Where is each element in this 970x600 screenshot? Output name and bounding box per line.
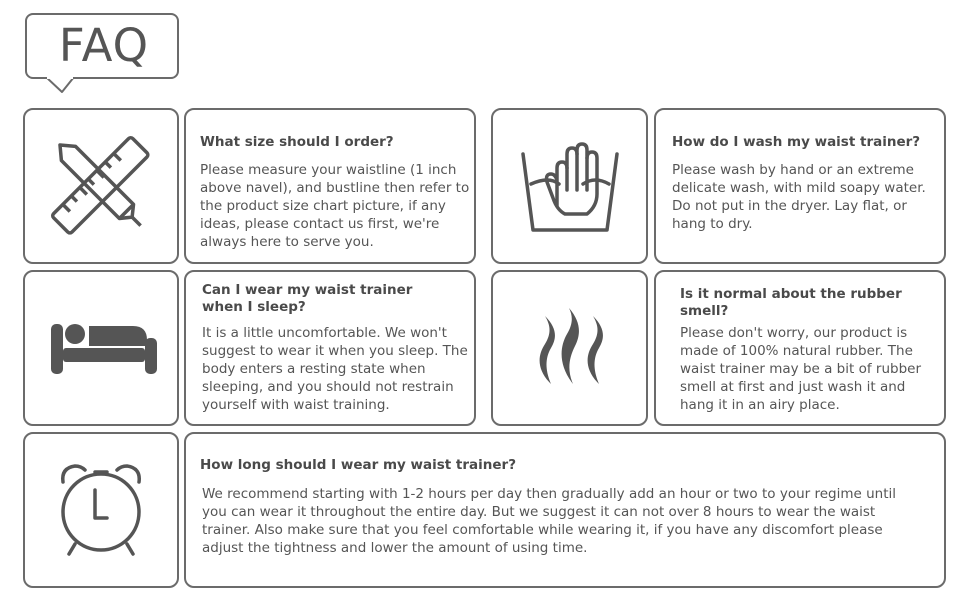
faq-question: Can I wear my waist trainer when I sleep? (202, 282, 413, 315)
faq-title-bubble (25, 13, 179, 79)
faq-icon-panel-wash (491, 108, 648, 264)
faq-answer: Please don't worry, our product is made of 100% natural rubber. The waist trainer may be a bit of rubber smell at first and just wash it and hang it in an airy place. (680, 325, 921, 413)
faq-icon-panel-sleep (23, 270, 179, 426)
faq-answer: We recommend starting with 1-2 hours per day then gradually add an hour or two to your regime until you can wear it throughout the entire day. But we suggest it can not over 8 hours to wear the waist trainer. Also make sure that you feel comfortable while wearing it, if you have any discomfort please adjust the tightness and lower the amount of using time. (202, 486, 897, 556)
faq-question: How do I wash my waist trainer? (672, 134, 921, 150)
faq-card-size (184, 108, 476, 264)
faq-card-smell (654, 270, 946, 426)
faq-answer: Please measure your waistline (1 inch above navel), and bustline then refer to the product size chart picture, if any ideas, please contact us first, we're always here to serve you. (200, 162, 470, 250)
hand-wash-icon (493, 110, 646, 262)
faq-question: Is it normal about the rubber smell? (680, 286, 902, 319)
faq-answer: It is a little uncomfortable. We won't suggest to wear it when you sleep. The body enters a resting state when sleeping, and you should not restrain yourself with waist training. (202, 325, 468, 413)
faq-icon-panel-smell (491, 270, 648, 426)
alarm-clock-icon (25, 434, 177, 586)
faq-question: What size should I order? (200, 134, 394, 150)
faq-card-sleep (184, 270, 476, 426)
page-title: FAQ (58, 19, 150, 72)
bed-icon (25, 272, 177, 424)
faq-icon-panel-size (23, 108, 179, 264)
faq-card-wash (654, 108, 946, 264)
faq-icon-panel-duration (23, 432, 179, 588)
faq-question: How long should I wear my waist trainer? (200, 457, 517, 473)
ruler-pencil-icon (25, 110, 177, 262)
faq-answer: Please wash by hand or an extreme delicate wash, with mild soapy water. Do not put in the dryer. Lay flat, or hang to dry. (672, 162, 926, 232)
faq-card-duration (184, 432, 946, 588)
smell-waves-icon (493, 272, 646, 424)
speech-bubble-tail (44, 77, 84, 95)
